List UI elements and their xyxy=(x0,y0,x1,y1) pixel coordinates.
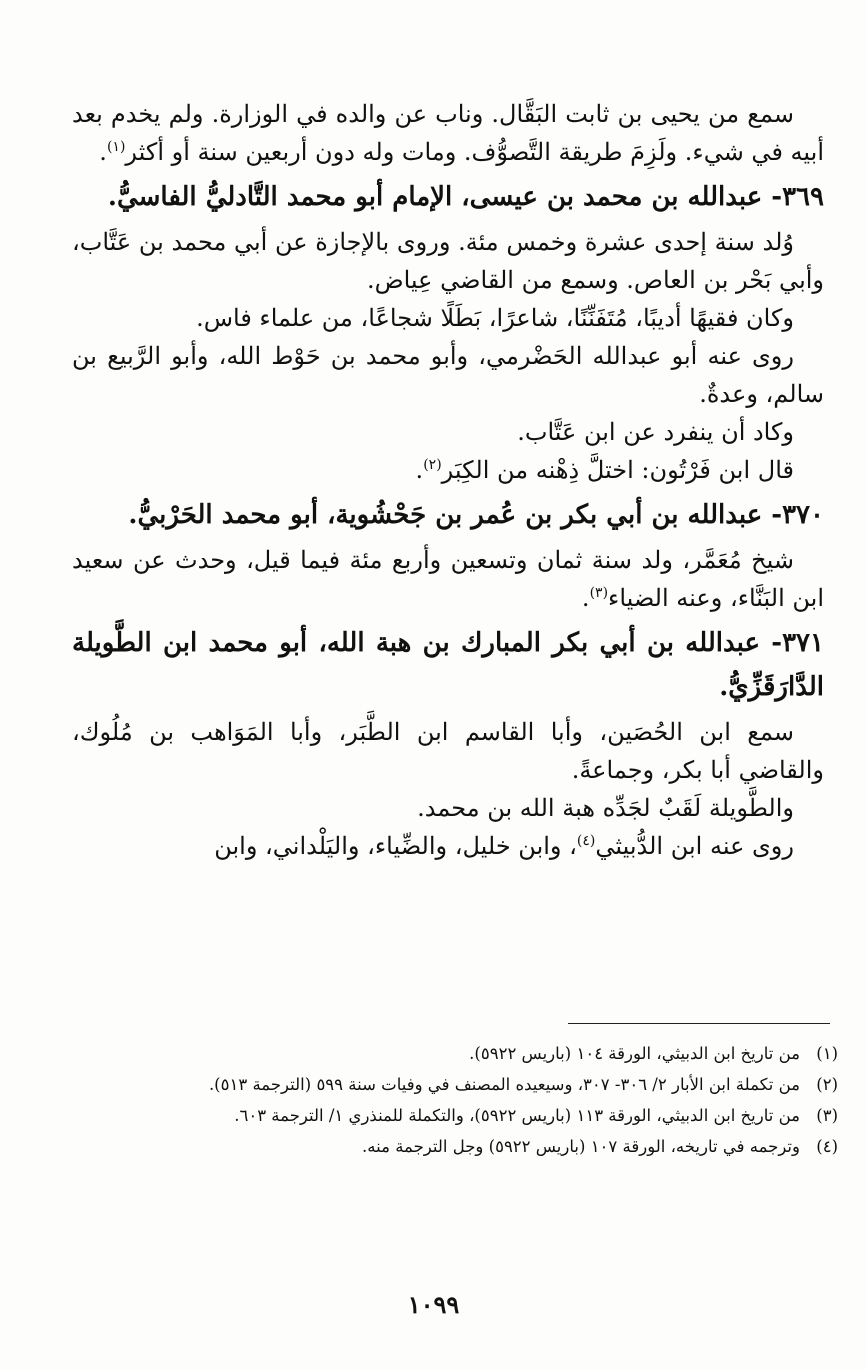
paragraph-text: سمع من يحيى بن ثابت البَقَّال. وناب عن والده في الوزارة. ولم يخدم بعد أبيه في شيء. ولَزِمَ طريقة التَّصوُّف. ومات وله دون أربعين سنة أو أكثر xyxy=(72,100,824,166)
footnote-text: من تكملة ابن الأبار ٢/ ٣٠٦- ٣٠٧، وسيعيده المصنف في وفيات سنة ٥٩٩ (الترجمة ٥١٣). xyxy=(208,1075,800,1094)
footnote-ref[interactable]: (٤) xyxy=(576,833,596,849)
page-number: ١٠٩٩ xyxy=(407,1290,460,1319)
paragraph-371-nickname: والطَّويلة لَقَبٌ لجَدِّه هبة الله بن محمد. xyxy=(417,794,794,822)
footnote xyxy=(78,1071,838,1098)
footnote-number: (٢) xyxy=(816,1075,838,1094)
footnote-ref[interactable]: (٢) xyxy=(423,457,442,473)
paragraph-text: شيخ مُعَمَّر، ولد سنة ثمان وتسعين وأربع مئة فيما قيل، وحدث عن سعيد ابن البَنَّاء، وعنه الضياء xyxy=(72,546,824,612)
footnote xyxy=(78,1040,838,1067)
paragraph-369-unique: وكاد أن ينفرد عن ابن عَتَّاب. xyxy=(517,418,794,446)
paragraph-369-quote xyxy=(72,451,824,489)
footnote-ref[interactable]: (١) xyxy=(106,139,126,155)
entry-heading-371: ٣٧١- عبدالله بن أبي بكر المبارك بن هبة الله، أبو محمد ابن الطَّويلة الدَّارَقَزِّيُّ. xyxy=(72,628,824,702)
paragraph-370 xyxy=(72,541,824,617)
paragraph-369-birth: وُلد سنة إحدى عشرة وخمس مئة. وروى بالإجازة عن أبي محمد بن عَتَّاب، وأبي بَحْر بن العاص. وسمع من القاضي عِياض. xyxy=(72,228,824,294)
footnote xyxy=(78,1102,838,1129)
paragraph-text: قال ابن فَرْتُون: اختلَّ ذِهْنه من الكِبَر xyxy=(441,456,794,484)
entry-heading-370: ٣٧٠- عبدالله بن أبي بكر بن عُمر بن جَحْشُوية، أبو محمد الحَرْبيُّ. xyxy=(128,500,824,530)
paragraph-intro: سمع من يحيى بن ثابت البَقَّال. وناب عن والده في الوزارة. ولم يخدم بعد أبيه في شيء. ولَزِمَ طريقة التَّصوُّف. ومات وله دون أربعين سنة أو أكثر$^{(١)}$. xyxy=(72,100,824,166)
paragraph-369-narrators: روى عنه أبو عبدالله الحَضْرمي، وأبو محمد بن حَوْط الله، وأبو الرَّبيع بن سالم، وعدةٌ. xyxy=(72,342,824,408)
paragraph-369-traits: وكان فقيهًا أديبًا، مُتَفَنِّنًا، شاعرًا، بَطَلًا شجاعًا، من علماء فاس. xyxy=(196,304,794,332)
paragraph-text: روى عنه ابن الدُّبيثي xyxy=(595,832,794,860)
footnote-ref[interactable]: (٣) xyxy=(589,585,609,601)
entry-heading-369: ٣٦٩- عبدالله بن محمد بن عيسى، الإمام أبو محمد التَّادليُّ الفاسيُّ. xyxy=(107,182,824,212)
main-text xyxy=(72,95,824,865)
paragraph-text: . xyxy=(581,584,590,612)
footnote-divider xyxy=(568,1023,830,1024)
paragraph-371-heard: سمع ابن الحُصَين، وأبا القاسم ابن الطَّبَر، وأبا المَوَاهب بن مُلُوك، والقاضي أبا بكر، وجماعةً. xyxy=(72,718,824,784)
paragraph-text: ، وابن خليل، والضِّياء، واليَلْداني، وابن xyxy=(214,832,577,860)
footnote-text: من تاريخ ابن الدبيثي، الورقة ١٠٤ (باريس ٥٩٢٢). xyxy=(469,1044,800,1063)
footnotes xyxy=(78,1040,838,1164)
footnote-number: (٤) xyxy=(816,1137,838,1156)
footnote-number: (٣) xyxy=(816,1106,838,1125)
paragraph-371-narrators xyxy=(72,827,824,865)
footnote-text: وترجمه في تاريخه، الورقة ١٠٧ (باريس ٥٩٢٢) وجل الترجمة منه. xyxy=(362,1137,800,1156)
footnote-text: من تاريخ ابن الدبيثي، الورقة ١١٣ (باريس ٥٩٢٢)، والتكملة للمنذري ١/ الترجمة ٦٠٣. xyxy=(234,1106,800,1125)
paragraph-text: . xyxy=(415,456,424,484)
footnote-number: (١) xyxy=(816,1044,838,1063)
footnote xyxy=(78,1133,838,1160)
